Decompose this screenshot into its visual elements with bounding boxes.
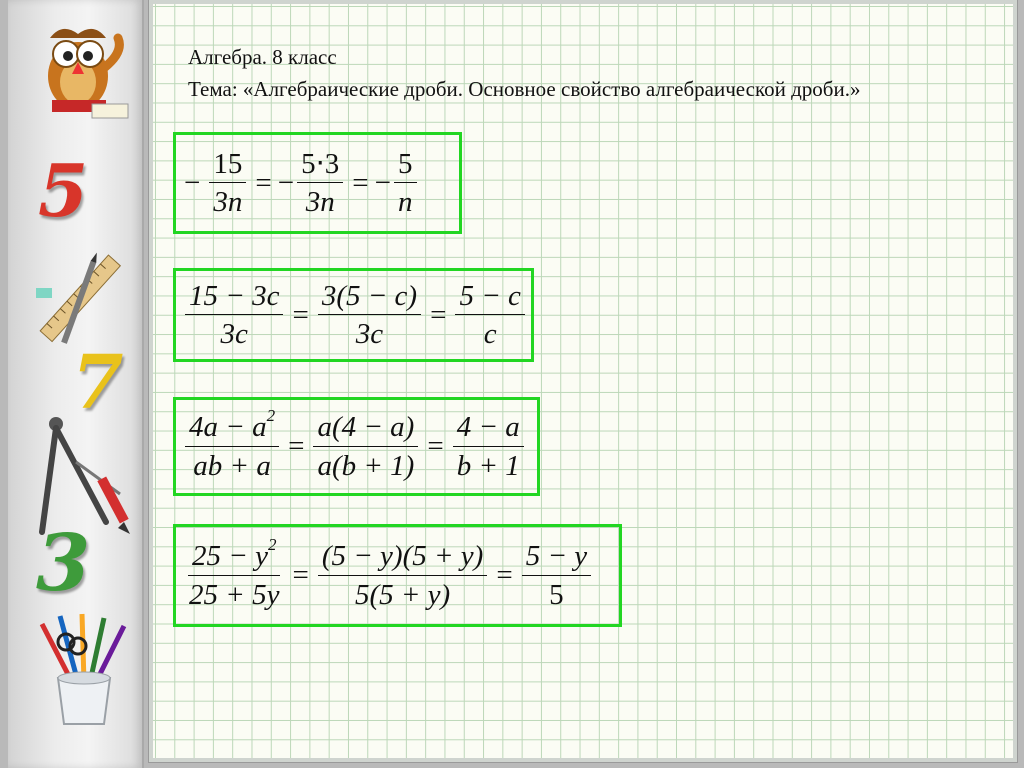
numerator: 3(5 − c) [318, 281, 421, 315]
fraction-1 [209, 149, 246, 218]
minus-sign: − [374, 166, 392, 199]
fraction-3 [455, 281, 524, 350]
numerator: (5 − y)(5 + y) [318, 541, 488, 575]
denominator: ab + a [193, 449, 271, 482]
numerator: a(4 − a) [313, 412, 418, 446]
fraction-1 [185, 535, 283, 611]
equation-box-1 [173, 132, 462, 234]
denominator: 3c [220, 318, 248, 350]
numerator: 15 [209, 149, 246, 183]
numerator: 5⋅3 [297, 149, 343, 183]
denominator: 25 + 5y [189, 578, 280, 611]
equals-sign: = [496, 559, 513, 591]
equation-box-3 [173, 397, 540, 496]
numerator: 5 [394, 149, 417, 183]
slide-header [188, 41, 860, 105]
equals-sign: = [288, 430, 305, 462]
numerator [188, 535, 280, 575]
minus-sign: − [277, 166, 295, 199]
equals-sign: = [430, 298, 447, 331]
equals-sign: = [427, 430, 444, 462]
denominator: 3n [305, 186, 335, 218]
equation-row [182, 535, 594, 611]
equals-sign: = [255, 166, 272, 199]
numerator: 4 − a [453, 412, 524, 446]
denominator: c [483, 318, 497, 350]
equation-row [182, 149, 420, 218]
numerator: 15 − 3c [185, 281, 283, 315]
digit-five: 5 [38, 148, 89, 233]
numerator-base: 25 − y [192, 540, 268, 573]
exponent: 2 [267, 535, 277, 555]
fraction-3 [522, 541, 591, 610]
numerator: 5 − c [455, 281, 524, 315]
digit-three: 3 [36, 518, 91, 609]
denominator: a(b + 1) [317, 449, 415, 482]
equation-box-4 [173, 524, 622, 627]
fraction-2 [318, 281, 421, 350]
denominator: 5(5 + y) [354, 578, 451, 611]
fraction-1 [185, 281, 283, 350]
fraction-3 [453, 412, 524, 481]
denominator: 3n [213, 186, 243, 218]
sidebar [8, 0, 144, 768]
denominator: 3c [355, 318, 384, 350]
fraction-1 [185, 406, 279, 482]
pencil-cup-icon [32, 612, 136, 730]
owl-teacher-icon [22, 8, 134, 120]
equals-sign: = [292, 298, 309, 331]
numerator-base: 4a − a [189, 411, 267, 444]
minus-sign: − [184, 166, 201, 199]
equation-box-2 [173, 268, 534, 362]
numerator: 5 − y [522, 541, 591, 575]
course-title: Алгебра. 8 класс [188, 45, 337, 69]
equals-sign: = [352, 166, 369, 199]
fraction-2 [318, 541, 488, 610]
ruler-pencil-icon [26, 244, 136, 354]
numerator [185, 406, 279, 446]
denominator: n [398, 186, 413, 218]
fraction-3 [394, 149, 417, 218]
fraction-2 [297, 149, 343, 218]
digit-seven: 7 [72, 340, 124, 426]
equation-row [182, 406, 527, 482]
fraction-2 [313, 412, 418, 481]
denominator: 5 [549, 578, 564, 611]
topic-title: Тема: «Алгебраические дроби. Основное свойство алгебраической дроби.» [188, 77, 861, 101]
grid-paper [149, 0, 1017, 762]
exponent: 2 [266, 406, 276, 426]
equation-row [182, 281, 528, 350]
denominator: b + 1 [456, 449, 520, 482]
equals-sign: = [292, 559, 309, 591]
